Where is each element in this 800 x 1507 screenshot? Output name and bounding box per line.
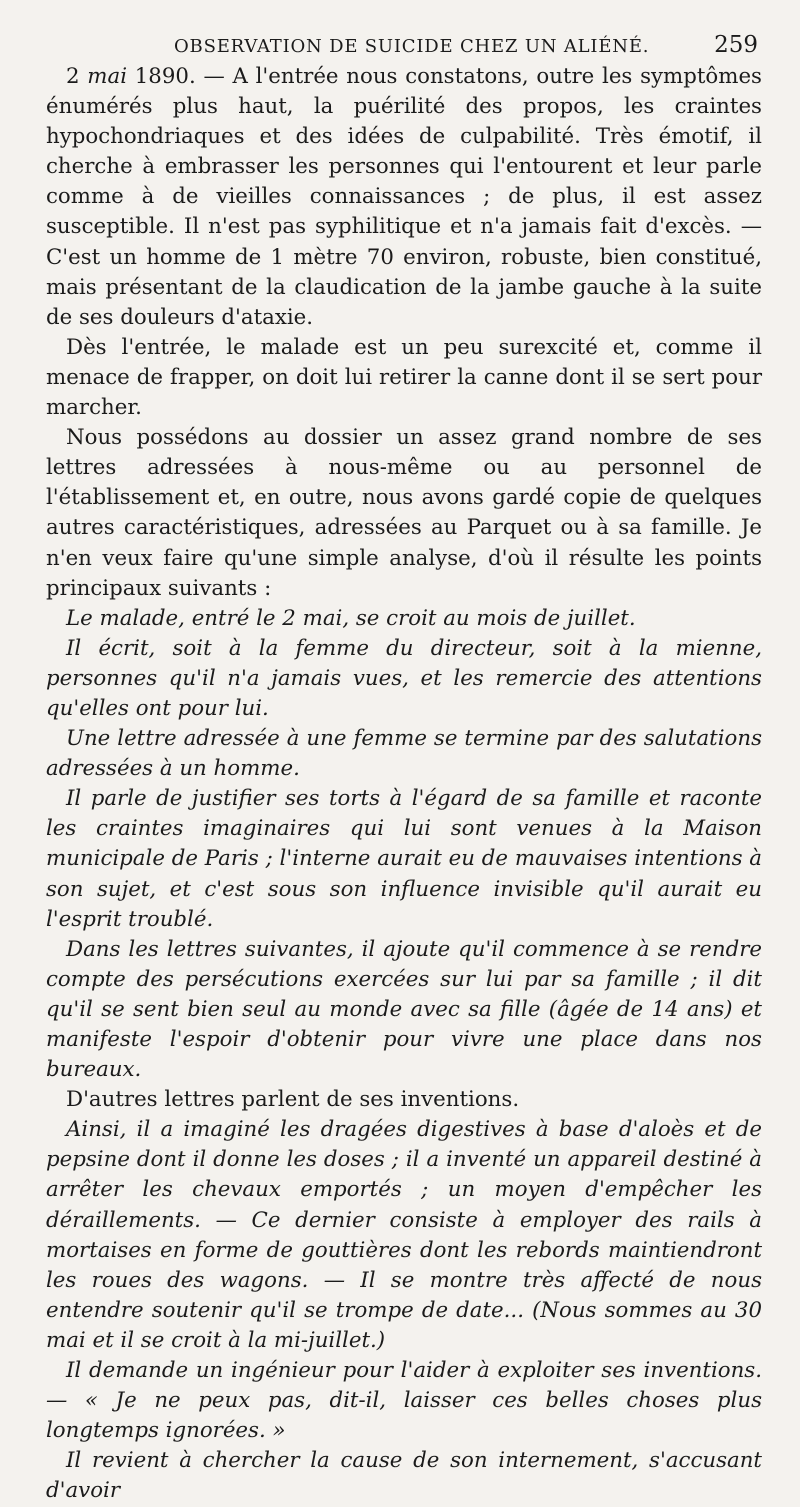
paragraph-italic: Le malade, entré le 2 mai, se croit au mois de juillet. <box>66 605 636 631</box>
paragraph-italic: Il écrit, soit à la femme du directeur, soit à la mienne, personnes qu'il n'a jamais vues, et les remercie des attentions qu'elles ont pour lui. <box>46 635 762 721</box>
running-title: OBSERVATION DE SUICIDE CHEZ UN ALIÉNÉ. <box>174 36 650 57</box>
paragraph-italic: Il parle de justifier ses torts à l'égard de sa famille et raconte les craintes imaginaires qui lui sont venues à la Maison municipale de Paris ; l'interne aurait eu de mauvaises intentions à son sujet, et c'est sous son influence invisible qu'il aurait eu l'esprit troublé. <box>46 786 762 932</box>
paragraph: Dès l'entrée, le malade est un peu surexcité et, comme il menace de frapper, on doit lui retirer la canne dont il se sert pour marcher. <box>46 334 762 421</box>
paragraph-italic: Ainsi, il a imaginé les dragées digestives à base d'aloès et de pepsine dont il donne les doses ; il a inventé un appareil destiné à arrêter les chevaux emportés ; un moyen d'empêcher les déraillements. — Ce dernier consiste à employer des rails à mortaises en forme de gouttières dont les rebords maintiendront les roues des wagons. — Il se montre très affecté de nous entendre soutenir qu'il se trompe de date... (Nous sommes au 30 mai et il se croit à la mi-juillet.) <box>46 1117 762 1353</box>
paragraph: D'autres lettres parlent de ses inventions. <box>66 1087 520 1113</box>
paragraph: Nous possédons au dossier un assez grand nombre de ses lettres adressées à nous-même ou au personnel de l'établissement et, en outre, nous avons gardé copie de quelques autres caractéristiques, adressées au Parquet ou à sa famille. Je n'en veux faire qu'une simple analyse, d'où il résulte les points principaux suivants : <box>46 425 762 601</box>
body-text <box>46 62 762 1507</box>
date-prefix: 2 <box>66 64 88 89</box>
page-number: 259 <box>714 32 758 58</box>
paragraph-italic: Dans les lettres suivantes, il ajoute qu'il commence à se rendre compte des persécutions exercées sur lui par sa famille ; il dit qu'il se sent bien seul au monde avec sa fille (âgée de 14 ans) et manifeste l'espoir d'obtenir pour vivre une place dans nos bureaux. <box>46 936 762 1083</box>
paragraph-italic: Une lettre adressée à une femme se termine par des salutations adressées à un homme. <box>46 726 762 782</box>
page-header <box>46 0 762 62</box>
paragraph-text: 1890. — A l'entrée nous constatons, outre les symptômes énumérés plus haut, la puérilité des propos, les craintes hypochondriaques et des idées de culpabilité. Très émotif, il cherche à embrasser les personnes qui l'entourent et leur parle comme à de vieilles connaissances ; de plus, il est assez susceptible. Il n'est pas syphilitique et n'a jamais fait d'excès. — C'est un homme de 1 mètre 70 environ, robuste, bien constitué, mais présentant de la claudication de la jambe gauche à la suite de ses douleurs d'ataxie. <box>46 64 762 330</box>
paragraph <box>46 62 762 333</box>
paragraph-italic: Il revient à chercher la cause de son internement, s'accusant d'avoir <box>46 1448 762 1504</box>
paragraph-italic: Il demande un ingénieur pour l'aider à exploiter ses inventions. — « Je ne peux pas, dit-il, laisser ces belles choses plus longtemps ignorées. » <box>46 1358 762 1444</box>
date-month: mai <box>87 64 127 89</box>
